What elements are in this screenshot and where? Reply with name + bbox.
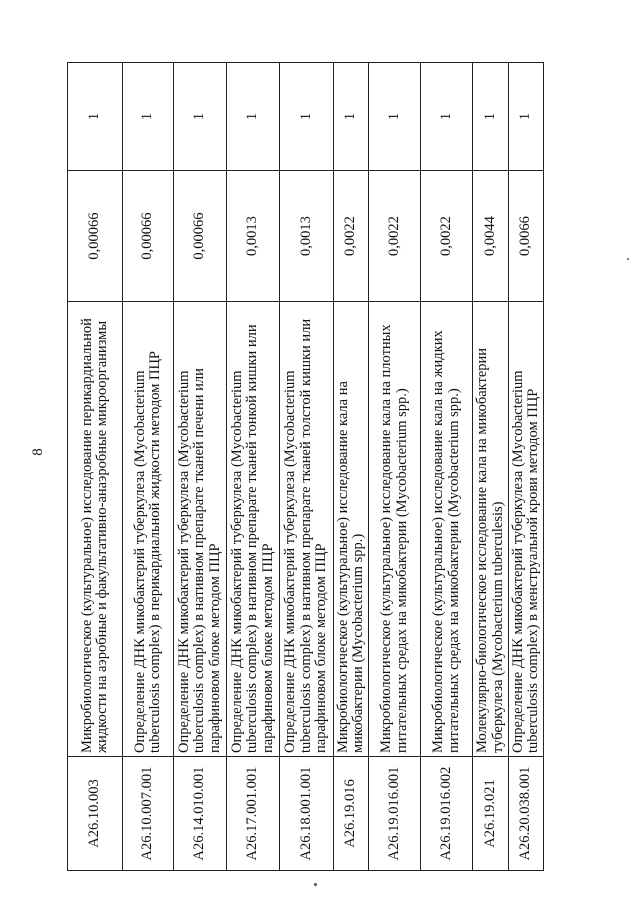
service-code: A26.17.001.001	[227, 757, 280, 871]
service-code: A26.10.003	[68, 757, 123, 871]
frequency-value: 0,0022	[421, 171, 473, 302]
service-code: A26.19.021	[473, 757, 509, 871]
service-description: Определение ДНК микобактерий туберкулеза (Mycobacterium tuberculosis complex) в нативном препарате тканей тонкой кишки или парафиновом блоке методом ПЦР	[227, 302, 280, 757]
service-code: A26.19.016.001	[369, 757, 421, 871]
frequency-value: 0,00066	[123, 171, 174, 302]
frequency-value: 0,0013	[280, 171, 334, 302]
table-row	[174, 63, 227, 871]
multiplicity-value: 1	[509, 63, 544, 171]
service-description: Определение ДНК микобактерий туберкулеза (Mycobacterium tuberculosis complex) в перикардиальной жидкости методом ПЦР	[123, 302, 174, 757]
table-row	[227, 63, 280, 871]
multiplicity-value: 1	[421, 63, 473, 171]
service-description: Молекулярно-биологическое исследование кала на микобактерии туберкулеза (Mycobacterium tuberculesis)	[473, 302, 509, 757]
multiplicity-value: 1	[473, 63, 509, 171]
multiplicity-value: 1	[174, 63, 227, 171]
table-row	[280, 63, 334, 871]
services-table	[67, 62, 544, 871]
frequency-value: 0,0022	[334, 171, 369, 302]
rotated-table-wrapper	[67, 63, 543, 871]
service-code: A26.19.016	[334, 757, 369, 871]
table-row	[123, 63, 174, 871]
service-code: A26.20.038.001	[509, 757, 544, 871]
multiplicity-value: 1	[280, 63, 334, 171]
table-row	[473, 63, 509, 871]
multiplicity-value: 1	[123, 63, 174, 171]
service-description: Микробиологическое (культуральное) исследование кала на плотных питательных средах на микобактерии (Mycobacterium spp.)	[369, 302, 421, 757]
service-code: A26.10.007.001	[123, 757, 174, 871]
frequency-value: 0,00066	[174, 171, 227, 302]
service-description: Микробиологическое (культуральное) исследование кала на микобактерии (Mycobacterium spp.)	[334, 302, 369, 757]
frequency-value: 0,00066	[68, 171, 123, 302]
table-row	[334, 63, 369, 871]
service-description: Определение ДНК микобактерий туберкулеза (Mycobacterium tuberculosis complex) в нативном препарате тканей толстой кишки или парафиновом блоке методом ПЦР	[280, 302, 334, 757]
multiplicity-value: 1	[227, 63, 280, 171]
service-code: A26.19.016.002	[421, 757, 473, 871]
multiplicity-value: 1	[68, 63, 123, 171]
table-row	[421, 63, 473, 871]
scan-speck	[314, 883, 317, 886]
frequency-value: 0,0013	[227, 171, 280, 302]
service-description: Определение ДНК микобактерий туберкулеза (Mycobacterium tuberculosis complex) в менструальной крови методом ПЦР	[509, 302, 544, 757]
frequency-value: 0,0022	[369, 171, 421, 302]
table-row	[509, 63, 544, 871]
service-code: A26.14.010.001	[174, 757, 227, 871]
service-description: Микробиологическое (культуральное) исследование кала на жидких питательных средах на микобактерии (Mycobacterium spp.)	[421, 302, 473, 757]
frequency-value: 0,0066	[509, 171, 544, 302]
scan-speck	[627, 258, 629, 260]
table-row	[68, 63, 123, 871]
frequency-value: 0,0044	[473, 171, 509, 302]
service-description: Микробиологическое (культуральное) исследование перикардиальной жидкости на аэробные и факультативно-анаэробные микроорганизмы	[68, 302, 123, 757]
multiplicity-value: 1	[334, 63, 369, 171]
page-number: 8	[30, 448, 46, 456]
table-row	[369, 63, 421, 871]
service-code: A26.18.001.001	[280, 757, 334, 871]
service-description: Определение ДНК микобактерий туберкулеза (Mycobacterium tuberculosis complex) в нативном препарате тканей печени или парафиновом блоке методом ПЦР	[174, 302, 227, 757]
multiplicity-value: 1	[369, 63, 421, 171]
